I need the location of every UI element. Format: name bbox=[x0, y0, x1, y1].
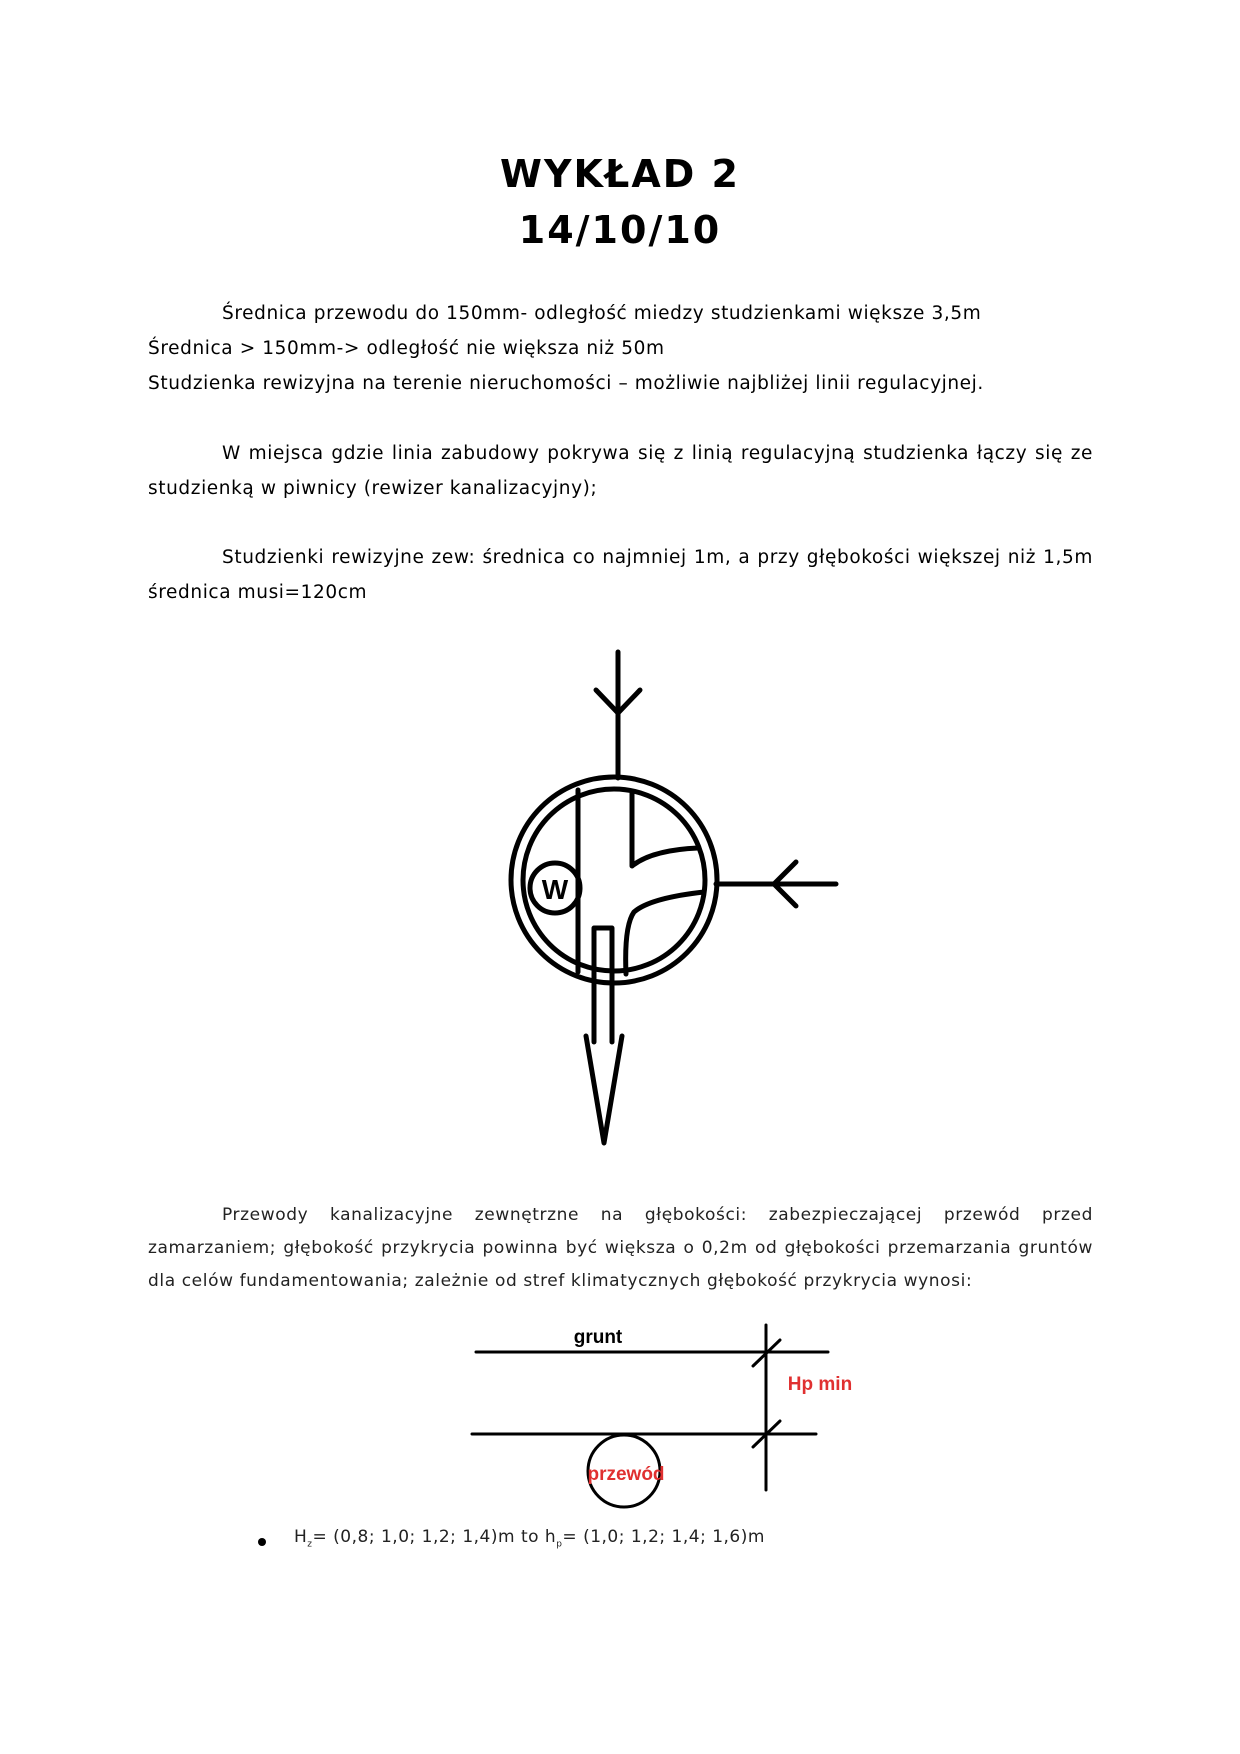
hz-symbol: H bbox=[294, 1527, 308, 1547]
depth-values-line bbox=[294, 1527, 765, 1549]
page-date: 14/10/10 bbox=[518, 208, 722, 252]
ground-label: grunt bbox=[573, 1327, 623, 1348]
connector-word: to bbox=[515, 1527, 545, 1547]
paragraph-1-line-2: Średnica > 150mm-> odległość nie większa niż 50m bbox=[148, 338, 665, 359]
paragraph-1-line-3: Studzienka rewizyjna na terenie nieruchomości – możliwie najbliżej linii regulacyjnej. bbox=[148, 373, 984, 394]
pipe-label: przewód bbox=[587, 1464, 665, 1485]
paragraph-2: W miejsca gdzie linia zabudowy pokrywa się z linią regulacyjną studzienka łączy się ze studzienką w piwnicy (rewizer kanalizacyjny); bbox=[148, 443, 1093, 499]
bullet-point bbox=[258, 1538, 266, 1546]
depth-label: Hp min bbox=[787, 1374, 853, 1395]
inspection-chamber-label: W bbox=[541, 874, 569, 905]
paragraph-4: Przewody kanalizacyjne zewnętrzne na głębokości: zabezpieczającej przewód przed zamarzaniem; głębokość przykrycia powinna być większa o 0,2m od głębokości przemarzania gruntów dla celów fundamentowania; zależnie od stref klimatycznych głębokość przykrycia wynosi: bbox=[148, 1205, 1093, 1291]
hp-subscript: p bbox=[556, 1539, 563, 1550]
hp-values: = (1,0; 1,2; 1,4; 1,6)m bbox=[562, 1527, 765, 1547]
hp-symbol: h bbox=[544, 1527, 557, 1547]
page-title: WYKŁAD 2 bbox=[500, 152, 740, 196]
paragraph-1-line-1: Średnica przewodu do 150mm- odległość miedzy studzienkami większe 3,5m bbox=[222, 303, 982, 324]
hz-values: = (0,8; 1,0; 1,2; 1,4)m bbox=[312, 1527, 516, 1547]
hz-subscript: z bbox=[307, 1539, 313, 1550]
paragraph-3: Studzienki rewizyjne zew: średnica co najmniej 1m, a przy głębokości większej niż 1,5m średnica musi=120cm bbox=[148, 547, 1093, 603]
